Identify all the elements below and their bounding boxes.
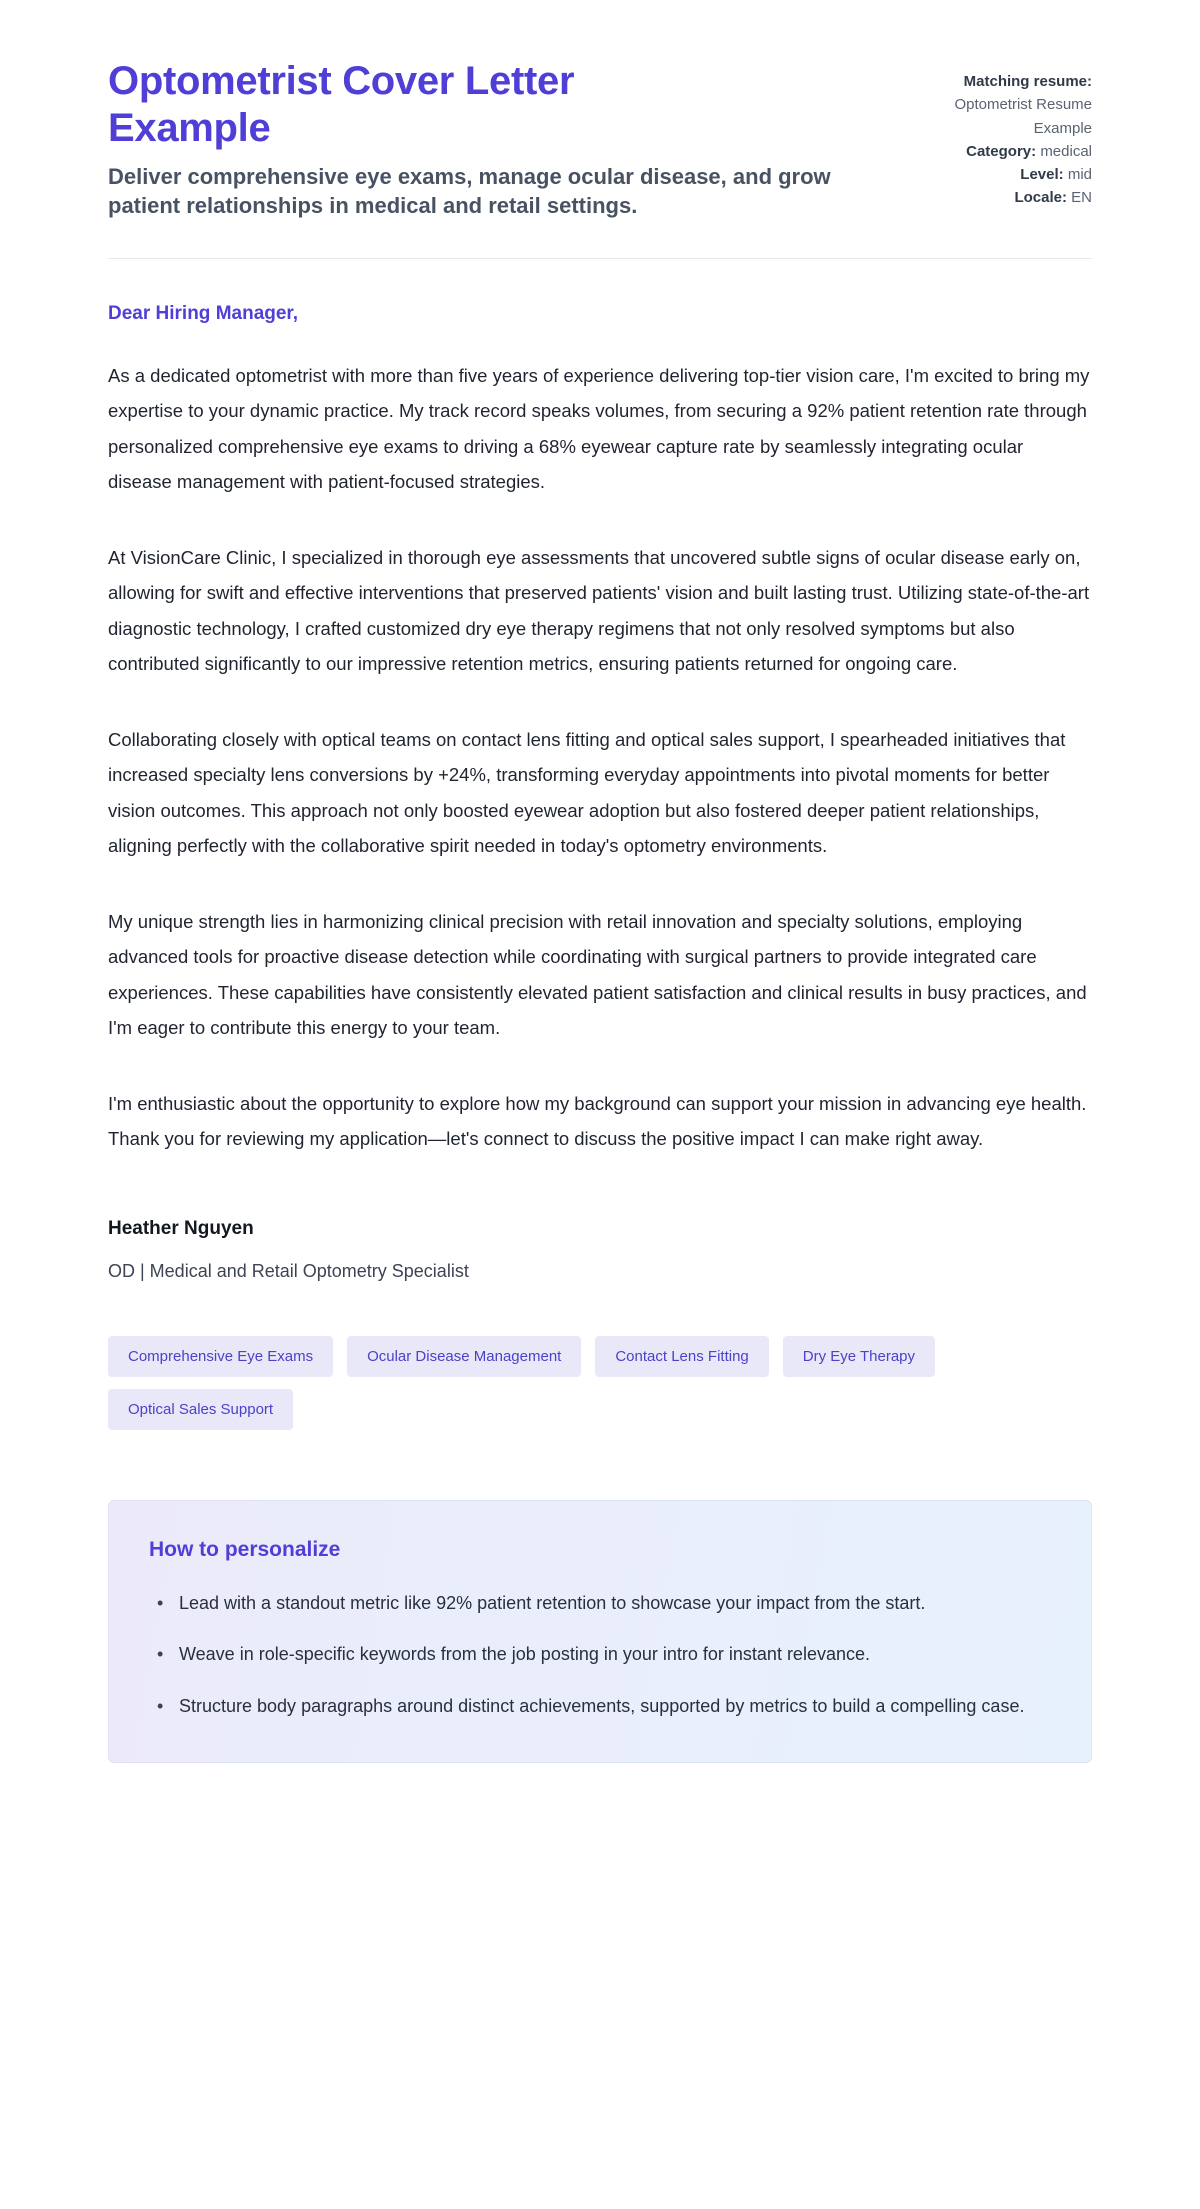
meta-level	[892, 163, 1092, 186]
meta-category	[892, 140, 1092, 163]
page-subtitle: Deliver comprehensive eye exams, manage ocular disease, and grow patient relationships in medical and retail settings.	[108, 163, 831, 218]
skill-tag-list	[108, 1336, 1068, 1430]
letter-paragraph: As a dedicated optometrist with more than five years of experience delivering top-tier vision care, I'm excited to bring my expertise to your dynamic practice. My track record speaks volumes, from securing a 92% patient retention rate through personalized comprehensive eye exams to driving a 68% eyewear capture rate by seamlessly integrating ocular disease management with patient-focused strategies.	[108, 364, 1090, 493]
signature-title: OD | Medical and Retail Optometry Specialist	[108, 1261, 469, 1282]
cover-letter-body	[108, 259, 1092, 1763]
meta-locale-value: EN	[1071, 189, 1092, 207]
letter-paragraph: My unique strength lies in harmonizing clinical precision with retail innovation and specialty solutions, employing advanced tools for proactive disease detection while coordinating with surgical partners to provide integrated care experiences. These capabilities have consistently elevated patient satisfaction and clinical results in busy practices, and I'm eager to contribute this energy to your team.	[108, 910, 1087, 1039]
meta-locale-label: Locale:	[1014, 189, 1067, 207]
meta-category-value: medical	[1040, 142, 1092, 160]
page-title: Optometrist Cover Letter Example	[108, 59, 575, 150]
skill-tag[interactable]: Ocular Disease Management	[347, 1336, 581, 1377]
skill-tag[interactable]: Contact Lens Fitting	[595, 1336, 768, 1377]
document-metadata	[892, 58, 1092, 210]
signature-name: Heather Nguyen	[108, 1217, 254, 1239]
meta-matching-resume-value: Optometrist Resume Example	[954, 96, 1092, 137]
meta-locale	[892, 186, 1092, 209]
letter-paragraph: At VisionCare Clinic, I specialized in thorough eye assessments that uncovered subtle signs of ocular disease early on, allowing for swift and effective interventions that preserved patients' vision and built lasting trust. Utilizing state-of-the-art diagnostic technology, I crafted customized dry eye therapy regimens that not only resolved symptoms but also contributed significantly to our impressive retention metrics, ensuring patients returned for ongoing care.	[108, 546, 1090, 675]
callout-tip-item: • Weave in role-specific keywords from the job posting in your intro for instant relevance.	[175, 1638, 1051, 1672]
header-title-block	[108, 58, 848, 220]
meta-level-value: mid	[1067, 166, 1092, 183]
callout-title: How to personalize	[149, 1538, 341, 1562]
letter-salutation: Dear Hiring Manager,	[108, 303, 299, 325]
skill-tag[interactable]: Dry Eye Therapy	[783, 1336, 935, 1377]
how-to-personalize-callout	[108, 1500, 1092, 1763]
letter-paragraph: I'm enthusiastic about the opportunity to explore how my background can support your mission in advancing eye health. Thank you for reviewing my application—let's connect to discuss the positive impact I can make right away.	[108, 1092, 1087, 1150]
meta-level-label: Level:	[1020, 166, 1064, 183]
letter-signature	[108, 1215, 1092, 1286]
letter-paragraph: Collaborating closely with optical teams on contact lens fitting and optical sales support, I spearheaded initiatives that increased specialty lens conversions by +24%, transforming everyday appointments into pivotal moments for better vision outcomes. This approach not only boosted eyewear adoption but also fostered deeper patient relationships, aligning perfectly with the collaborative spirit needed in today's optometry environments.	[108, 728, 1066, 857]
callout-tip-item: • Structure body paragraphs around distinct achievements, supported by metrics to build a compelling case.	[175, 1690, 1051, 1724]
callout-tip-item: • Lead with a standout metric like 92% patient retention to showcase your impact from the start.	[175, 1587, 1051, 1621]
page-header	[108, 48, 1092, 220]
skill-tag[interactable]: Comprehensive Eye Exams	[108, 1336, 333, 1377]
meta-matching-resume	[892, 70, 1092, 140]
callout-tip-list	[149, 1587, 1051, 1724]
meta-category-label: Category:	[966, 142, 1037, 160]
skill-tag[interactable]: Optical Sales Support	[108, 1389, 293, 1430]
meta-matching-resume-label: Matching resume:	[963, 73, 1092, 90]
